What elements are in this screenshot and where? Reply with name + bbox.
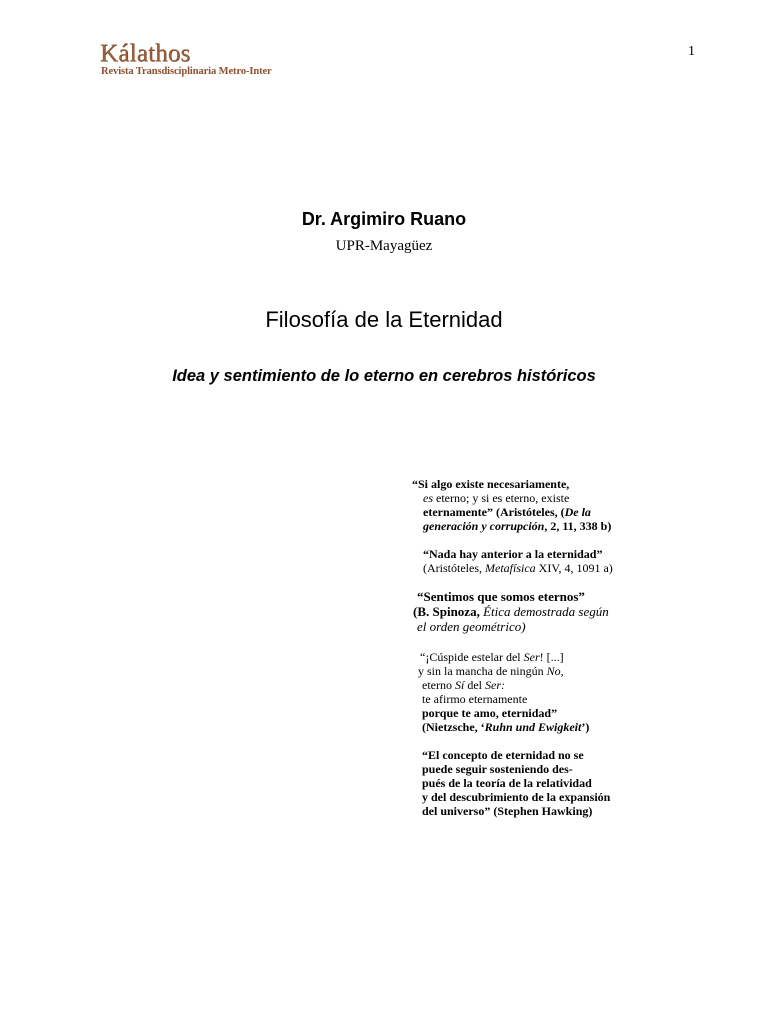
epigraph-line: y del descubrimiento de la expansión: [422, 790, 611, 804]
epigraph-line: “Sentimos que somos eternos”: [417, 589, 585, 604]
epigraph-line: (B. Spinoza, Ética demostrada según: [413, 604, 609, 619]
epigraph-line: “¡Cúspide estelar del Ser! [...]: [420, 650, 564, 664]
author-affiliation: UPR-Mayagüez: [335, 238, 433, 254]
author-name: Dr. Argimiro Ruano: [301, 209, 467, 229]
document-title: Filosofía de la Eternidad: [265, 307, 503, 332]
epigraph-line: es eterno; y si es eterno, existe: [423, 491, 570, 505]
epigraph-line: (Aristóteles, Metafísica XIV, 4, 1091 a): [423, 561, 613, 575]
epigraph-line: (Nietzsche, ‘Ruhn und Ewigkeit’): [422, 720, 590, 734]
epigraph-line: “Si algo existe necesariamente,: [412, 477, 570, 491]
epigraph-line: porque te amo, eternidad”: [422, 706, 558, 720]
epigraph-line: del universo” (Stephen Hawking): [422, 804, 593, 818]
page-number: 1: [688, 44, 695, 59]
epigraph-line: eternamente” (Aristóteles, (De la: [423, 505, 591, 519]
epigraph-line: “Nada hay anterior a la eternidad”: [423, 547, 603, 561]
epigraph-line: eterno Sí del Ser:: [422, 678, 505, 692]
epigraph-line: te afirmo eternamente: [422, 692, 528, 706]
epigraph-line: el orden geométrico): [417, 619, 526, 634]
epigraph-line: pués de la teoría de la relatividad: [422, 776, 592, 790]
epigraph-line: “El concepto de eternidad no se: [422, 748, 584, 762]
epigraph-line: puede seguir sosteniendo des-: [422, 762, 573, 776]
document-subtitle: Idea y sentimiento de lo eterno en cerebros históricos: [172, 367, 596, 385]
epigraph-line: generación y corrupción, 2, 11, 338 b): [423, 519, 612, 533]
logo-subtitle: Revista Transdisciplinaria Metro-Inter: [101, 66, 272, 77]
epigraph-line: y sin la mancha de ningún No,: [418, 664, 564, 678]
logo-name: Kálathos: [100, 40, 191, 67]
